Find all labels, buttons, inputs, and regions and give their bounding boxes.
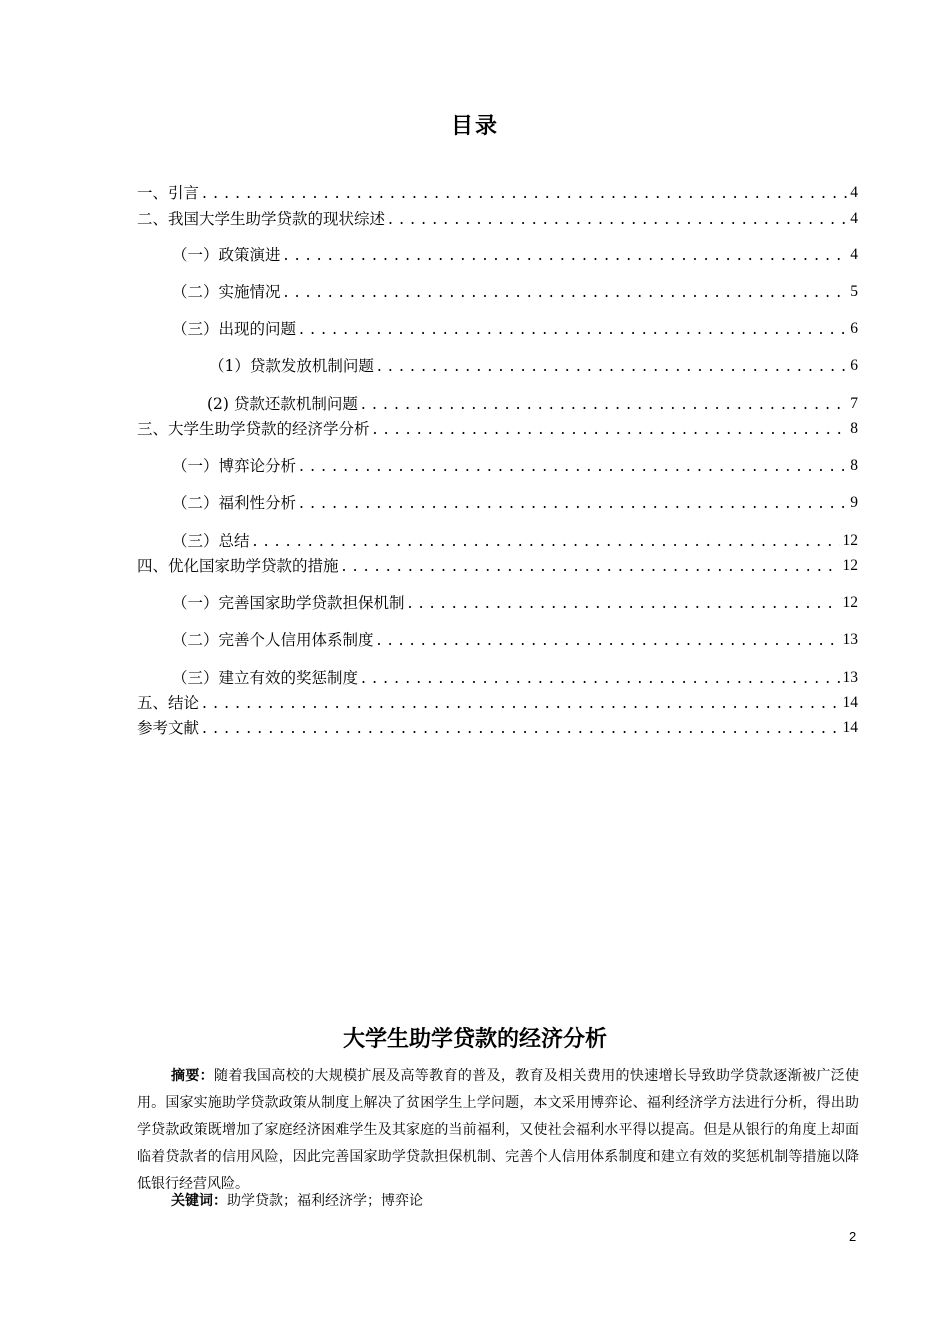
toc-entry-label: （二）完善个人信用体系制度 bbox=[172, 631, 374, 649]
toc-entry-page: 4 bbox=[850, 210, 858, 227]
toc-entry[interactable] bbox=[172, 667, 858, 689]
toc-leader-dots bbox=[299, 318, 847, 340]
toc-leader-dots bbox=[388, 208, 847, 230]
toc-entry-page: 6 bbox=[850, 357, 858, 374]
toc-entry[interactable] bbox=[172, 281, 858, 303]
toc-leader-dots bbox=[202, 182, 847, 204]
paper-title: 大学生助学贷款的经济分析 bbox=[342, 1027, 607, 1052]
toc-leader-dots bbox=[373, 418, 848, 440]
toc-leader-dots bbox=[377, 629, 840, 651]
toc-leader-dots bbox=[202, 717, 839, 739]
toc-entry-page: 14 bbox=[842, 694, 858, 711]
toc-entry[interactable] bbox=[172, 244, 858, 266]
toc-entry-label: 三、大学生助学贷款的经济学分析 bbox=[137, 420, 370, 438]
toc-entry-label: （三）总结 bbox=[172, 532, 250, 550]
toc-leader-dots bbox=[284, 281, 848, 303]
toc-entry-label: （三）出现的问题 bbox=[172, 320, 297, 338]
toc-entry-label: (2) 贷款还款机制问题 bbox=[207, 395, 358, 413]
toc-entry-label: 参考文献 bbox=[137, 719, 200, 737]
toc-entry[interactable] bbox=[172, 492, 858, 514]
toc-entry-label: 五、结论 bbox=[137, 694, 200, 712]
toc-entry-page: 8 bbox=[850, 420, 858, 437]
abstract-label: 摘要： bbox=[171, 1068, 215, 1084]
toc-entry-label: 二、我国大学生助学贷款的现状综述 bbox=[137, 210, 386, 228]
toc-entry[interactable] bbox=[172, 318, 858, 340]
keywords-line bbox=[171, 1188, 423, 1214]
toc-entry-page: 14 bbox=[842, 719, 858, 736]
toc-entry[interactable] bbox=[137, 208, 858, 230]
toc-entry-page: 5 bbox=[850, 283, 858, 300]
toc-entry-page: 12 bbox=[842, 594, 858, 611]
toc-leader-dots bbox=[361, 393, 847, 415]
toc-entry[interactable] bbox=[209, 355, 858, 377]
toc-entry-page: 6 bbox=[850, 320, 858, 337]
toc-entry-page: 4 bbox=[850, 184, 858, 201]
page-number: 2 bbox=[849, 1229, 857, 1244]
toc-entry-page: 12 bbox=[842, 557, 858, 574]
toc-leader-dots bbox=[408, 592, 840, 614]
toc-entry-page: 4 bbox=[850, 246, 858, 263]
toc-entry-label: （一）政策演进 bbox=[172, 246, 281, 264]
toc-entry[interactable] bbox=[137, 692, 858, 714]
toc-entry-label: 四、优化国家助学贷款的措施 bbox=[137, 557, 339, 575]
toc-entry[interactable] bbox=[137, 555, 858, 577]
toc-leader-dots bbox=[342, 555, 840, 577]
toc-leader-dots bbox=[284, 244, 848, 266]
toc-entry[interactable] bbox=[137, 717, 858, 739]
toc-entry-page: 7 bbox=[850, 395, 858, 412]
toc-entry[interactable] bbox=[137, 418, 858, 440]
toc-leader-dots bbox=[361, 667, 839, 689]
toc-entry[interactable] bbox=[137, 182, 858, 204]
toc-entry-page: 13 bbox=[842, 669, 858, 686]
toc-entry-label: （1）贷款发放机制问题 bbox=[209, 357, 374, 375]
toc-entry[interactable] bbox=[172, 530, 858, 552]
toc-leader-dots bbox=[253, 530, 840, 552]
toc-entry-page: 13 bbox=[842, 631, 858, 648]
toc-entry-page: 12 bbox=[842, 532, 858, 549]
toc-entry[interactable] bbox=[172, 592, 858, 614]
toc-entry-page: 9 bbox=[850, 494, 858, 511]
toc-entry-label: （二）福利性分析 bbox=[172, 494, 297, 512]
abstract-text: 随着我国高校的大规模扩展及高等教育的普及，教育及相关费用的快速增长导致助学贷款逐渐被广泛使用。国家实施助学贷款政策从制度上解决了贫困学生上学问题，本文采用博弈论、福利经济学方法进行分析，得出助学贷款政策既增加了家庭经济困难学生及其家庭的当前福利，又使社会福利水平得以提高。但是从银行的角度上却面临着贷款者的信用风险，因此完善国家助学贷款担保机制、完善个人信用体系制度和建立有效的奖惩机制等措施以降低银行经营风险。 bbox=[137, 1068, 860, 1192]
toc-entry[interactable] bbox=[207, 393, 858, 415]
toc-entry-label: （二）实施情况 bbox=[172, 283, 281, 301]
toc-leader-dots bbox=[202, 692, 839, 714]
toc-title: 目录 bbox=[450, 114, 499, 139]
toc-entry[interactable] bbox=[172, 455, 858, 477]
toc-leader-dots bbox=[377, 355, 847, 377]
toc-entry-label: （一）完善国家助学贷款担保机制 bbox=[172, 594, 405, 612]
keywords-text: 助学贷款；福利经济学；博弈论 bbox=[227, 1193, 423, 1209]
toc-entry-label: （一）博弈论分析 bbox=[172, 457, 297, 475]
keywords-label: 关键词： bbox=[171, 1193, 227, 1209]
toc-leader-dots bbox=[299, 455, 847, 477]
toc-entry[interactable] bbox=[172, 629, 858, 651]
toc-entry-label: 一、引言 bbox=[137, 184, 200, 202]
toc-entry-page: 8 bbox=[850, 457, 858, 474]
toc-leader-dots bbox=[299, 492, 847, 514]
abstract-paragraph bbox=[137, 1063, 859, 1198]
toc-entry-label: （三）建立有效的奖惩制度 bbox=[172, 669, 359, 687]
